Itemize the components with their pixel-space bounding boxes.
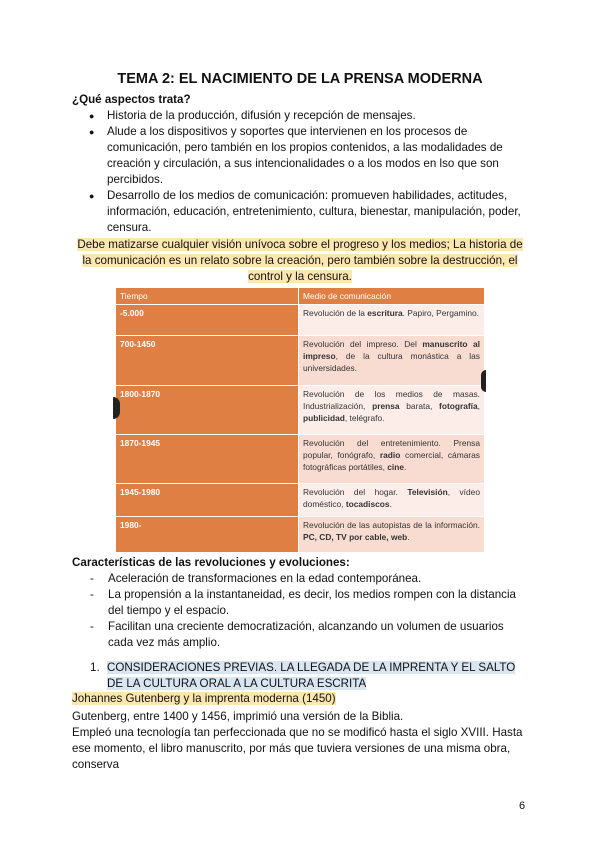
list-item: - Facilitan una creciente democratización, alcanzando un volumen de usuarios cada vez más amplio. [72, 619, 532, 651]
revolutions-table [115, 287, 485, 553]
cell-desc: Revolución del impreso. Del manuscrito al impreso, de la cultura monástica a las universidades. [299, 336, 485, 386]
characteristics-list [72, 571, 532, 651]
section-title: CONSIDERACIONES PREVIAS. LA LLEGADA DE LA IMPRENTA Y EL SALTO DE LA CULTURA ORAL A LA CULTURA ESCRITA [107, 661, 516, 690]
list-item: ● Desarrollo de los medios de comunicación: promueven habilidades, actitudes, información, educación, entretenimiento, cultura, bienestar, manipulación, poder, censura. [72, 188, 532, 236]
cell-desc: Revolución del entretenimiento. Prensa popular, fonógrafo, radio comercial, cámaras fotográficas portátiles, cine. [299, 435, 485, 484]
cell-time: 1800-1870 [116, 386, 299, 435]
cell-time: 1945-1980 [116, 484, 299, 517]
cell-desc: Revolución de los medios de masas. Industrialización, prensa barata, fotografía, publicidad, telégrafo. [299, 386, 485, 435]
subheading [72, 691, 336, 707]
section-number: 1. [90, 661, 100, 674]
section-heading [90, 660, 530, 692]
question-heading: ¿Qué aspectos trata? [72, 93, 191, 106]
highlighted-note [72, 237, 528, 285]
cell-desc: Revolución de las autopistas de la información. PC, CD, TV por cable, web. [299, 517, 485, 553]
cell-time: 1980- [116, 517, 299, 553]
left-marker-shape [113, 397, 120, 419]
list-item: - La propensión a la instantaneidad, es decir, los medios rompen con la distancia del tiempo y el espacio. [72, 587, 532, 619]
right-marker-shape [481, 370, 486, 392]
highlight-text: Debe matizarse cualquier visión unívoca sobre el progreso y los medios; La historia de la comunicación es un relato sobre la creación, pero también sobre la destrucción, el control y la censura. [77, 238, 523, 283]
paragraph: Gutenberg, entre 1400 y 1456, imprimió una versión de la Biblia. [72, 710, 404, 723]
characteristics-heading: Características de las revoluciones y evoluciones: [72, 556, 350, 569]
list-item: ● Alude a los dispositivos y soportes que intervienen en los procesos de comunicación, pero también en los propios contenidos, a las modalidades de creación y circulación, a sus intencionalidades o a los modos en lso que son percibidos. [72, 124, 532, 188]
paragraph: Empleó una tecnología tan perfeccionada que no se modificó hasta el siglo XVIII. Hasta ese momento, el libro manuscrito, por más que tuviera versiones de una misma obra, conserva [72, 726, 523, 771]
body-text [72, 709, 532, 773]
page-number: 6 [519, 800, 526, 812]
aspects-list [72, 108, 532, 236]
cell-time: 700-1450 [116, 336, 299, 386]
list-item: - Aceleración de transformaciones en la edad contemporánea. [72, 571, 532, 587]
header-time: Tiempo [116, 288, 299, 305]
cell-desc: Revolución del hogar. Televisión, vídeo doméstico, tocadiscos. [299, 484, 485, 517]
header-medium: Medio de comunicación [299, 288, 485, 305]
page-title: TEMA 2: EL NACIMIENTO DE LA PRENSA MODERNA [117, 71, 483, 87]
subheading-text: Johannes Gutenberg y la imprenta moderna (1450) [72, 692, 336, 705]
cell-time: -5.000 [116, 305, 299, 336]
cell-desc: Revolución de la escritura. Papiro, Pergamino. [299, 305, 485, 336]
list-item: ● Historia de la producción, difusión y recepción de mensajes. [72, 108, 532, 124]
cell-time: 1870-1945 [116, 435, 299, 484]
